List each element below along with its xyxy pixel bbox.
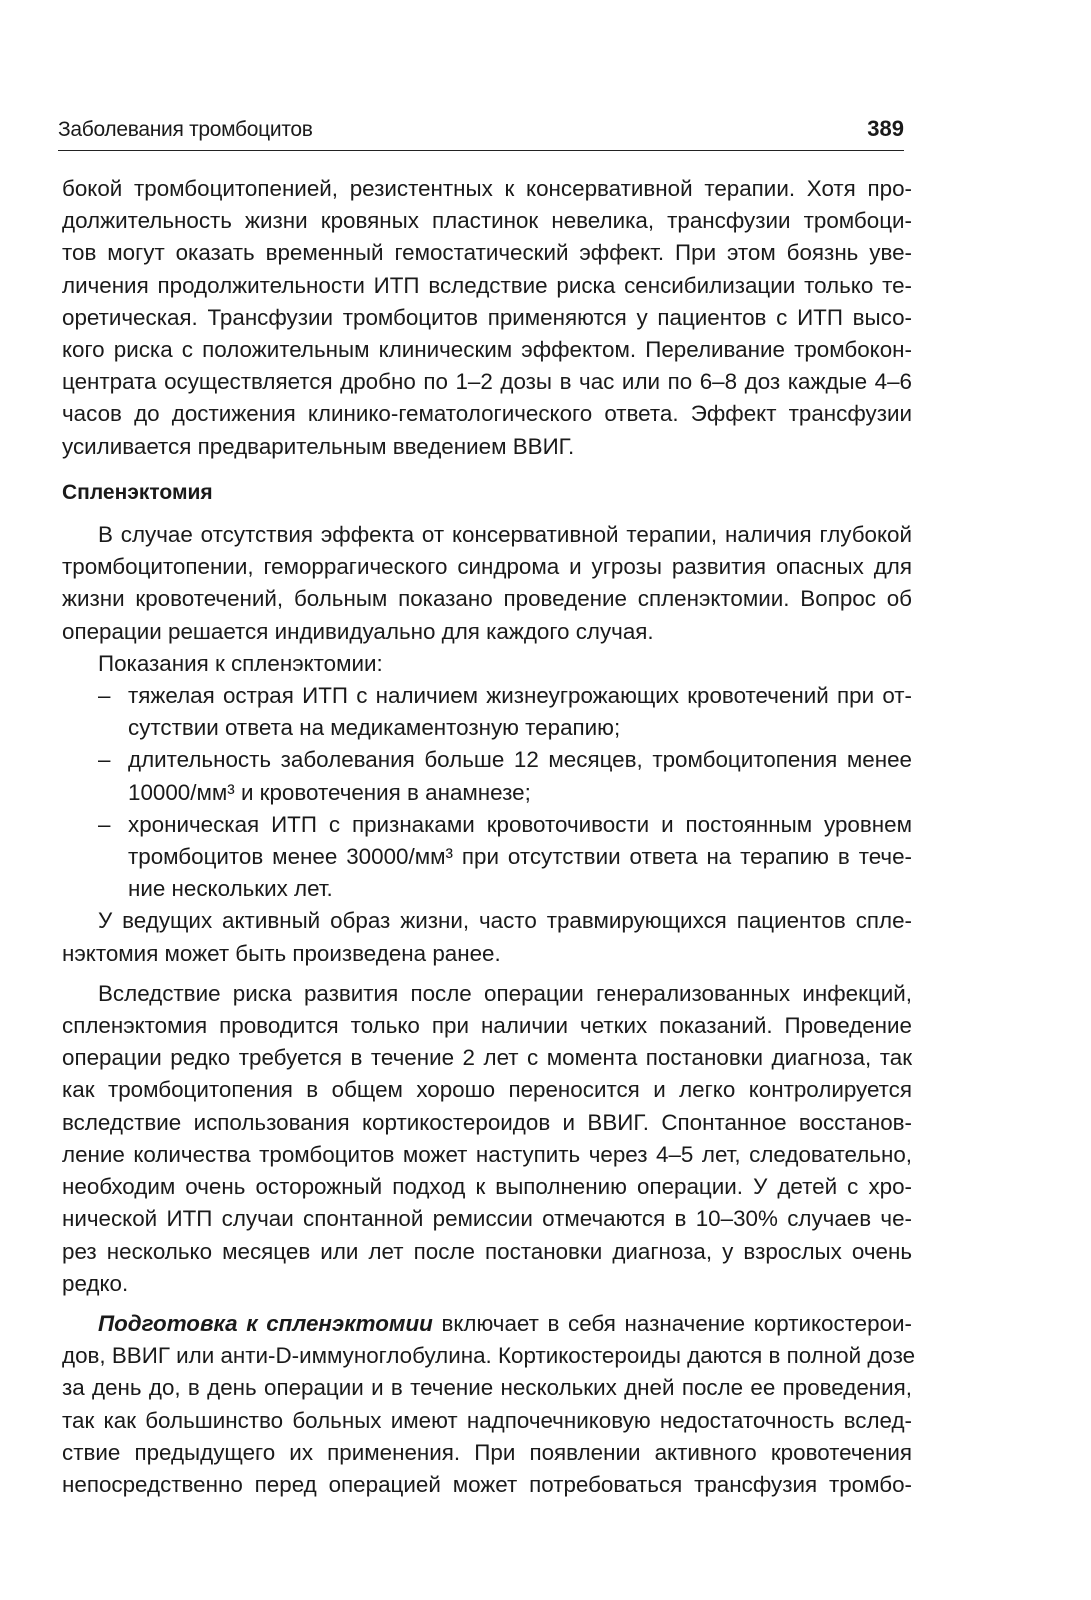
text-line: личения продолжительности ИТП вследствие риска сенсибилизации только те-: [62, 272, 912, 298]
text-line: хроническая ИТП с признаками кровоточивости и постоянным уровнем: [128, 811, 912, 837]
section-heading: Спленэктомия: [62, 480, 213, 504]
text-line: как тромбоцитопения в общем хорошо переносится и легко контролируется: [62, 1077, 912, 1103]
paragraph-active-lifestyle: [62, 905, 912, 969]
paragraph-preparation: [62, 1308, 916, 1501]
indications-label: [62, 648, 912, 680]
page-number: 389: [867, 116, 904, 141]
text-line: 10000/мм³ и кровотечения в анамнезе;: [128, 779, 531, 805]
text-line: оретическая. Трансфузии тромбоцитов применяются у пациентов с ИТП высо-: [62, 304, 912, 330]
paragraph-infection-risk: [62, 978, 912, 1300]
text-line: дов, ВВИГ или анти-D-иммуноглобулина. Кортикостероиды даются в полной дозе: [62, 1343, 916, 1369]
text-line: непосредственно перед операцией может потребоваться трансфузия тромбо-: [62, 1471, 912, 1497]
text-line: В случае отсутствия эффекта от консервативной терапии, наличия глубокой: [98, 522, 912, 548]
text-line: Показания к спленэктомии:: [98, 650, 383, 676]
text-line: сутствии ответа на медикаментозную терапию;: [128, 715, 621, 741]
indications-list: [62, 680, 912, 905]
text-line: так как большинство больных имеют надпочечниковую недостаточность вслед-: [62, 1407, 912, 1433]
text-line: необходим очень осторожный подход к выполнению операции. У детей с хро-: [62, 1174, 912, 1200]
list-dash: –: [98, 811, 111, 837]
text-line: операции решается индивидуально для каждого случая.: [62, 618, 654, 644]
page-body: [62, 173, 916, 1501]
text-line: нэктомия может быть произведена ранее.: [62, 940, 501, 966]
text-line: ние нескольких лет.: [128, 876, 333, 902]
text-line: ление количества тромбоцитов может наступить через 4–5 лет, следовательно,: [62, 1141, 912, 1167]
text-line: должительность жизни кровяных пластинок невелика, трансфузии тромбоци-: [62, 208, 912, 234]
text-line: бокой тромбоцитопенией, резистентных к консервативной терапии. Хотя про-: [62, 176, 912, 201]
list-dash: –: [98, 747, 111, 773]
text-line: часов до достижения клинико-гематологического ответа. Эффект трансфузии: [62, 401, 912, 427]
text-fragment: включает в себя назначение кортикостерои-: [432, 1310, 912, 1336]
header-rule: [58, 150, 904, 151]
continuation-paragraph: [62, 173, 912, 463]
text-line: вследствие использования кортикостероидов и ВВИГ. Спонтанное восстанов-: [62, 1109, 912, 1135]
text-line: рез несколько месяцев или лет после постановки диагноза, у взрослых очень: [62, 1238, 912, 1264]
text-line: У ведущих активный образ жизни, часто травмирующихся пациентов спле-: [98, 908, 912, 934]
text-line: операции редко требуется в течение 2 лет с момента постановки диагноза, так: [62, 1045, 912, 1071]
text-line: тов могут оказать временный гемостатический эффект. При этом боязнь уве-: [62, 240, 912, 266]
text-line: [62, 1308, 912, 1340]
text-line: редко.: [62, 1270, 129, 1296]
page-header: [58, 116, 904, 144]
text-line: спленэктомия проводится только при наличии четких показаний. Проведение: [62, 1013, 912, 1039]
text-line: длительность заболевания больше 12 месяцев, тромбоцитопения менее: [128, 747, 912, 773]
list-item: [62, 809, 912, 906]
emphasis-term: Подготовка к спленэктомии: [98, 1310, 433, 1336]
text-line: жизни кровотечений, больным показано проведение спленэктомии. Вопрос об: [62, 586, 912, 612]
paragraph-splenectomy-intro: [62, 519, 912, 648]
text-line: кого риска с положительным клиническим эффектом. Переливание тромбокон-: [62, 337, 912, 363]
text-line: за день до, в день операции и в течение нескольких дней после ее проведения,: [62, 1375, 912, 1401]
text-line: усиливается предварительным введением ВВИГ.: [62, 433, 575, 459]
text-line: тромбоцитов менее 30000/мм³ при отсутствии ответа на терапию в тече-: [128, 844, 912, 870]
list-item: [62, 744, 912, 808]
running-title: Заболевания тромбоцитов: [58, 118, 313, 141]
text-line: ствие предыдущего их применения. При появлении активного кровотечения: [62, 1439, 912, 1465]
text-line: Вследствие риска развития после операции генерализованных инфекций,: [98, 980, 912, 1006]
text-line: нической ИТП случаи спонтанной ремиссии отмечаются в 10–30% случаев че-: [62, 1206, 912, 1232]
text-line: тяжелая острая ИТП с наличием жизнеугрожающих кровотечений при от-: [128, 683, 912, 709]
list-item: [62, 680, 912, 744]
text-line: центрата осуществляется дробно по 1–2 дозы в час или по 6–8 доз каждые 4–6: [62, 369, 912, 395]
text-line: тромбоцитопении, геморрагического синдрома и угрозы развития опасных для: [62, 554, 912, 580]
list-dash: –: [98, 683, 111, 709]
